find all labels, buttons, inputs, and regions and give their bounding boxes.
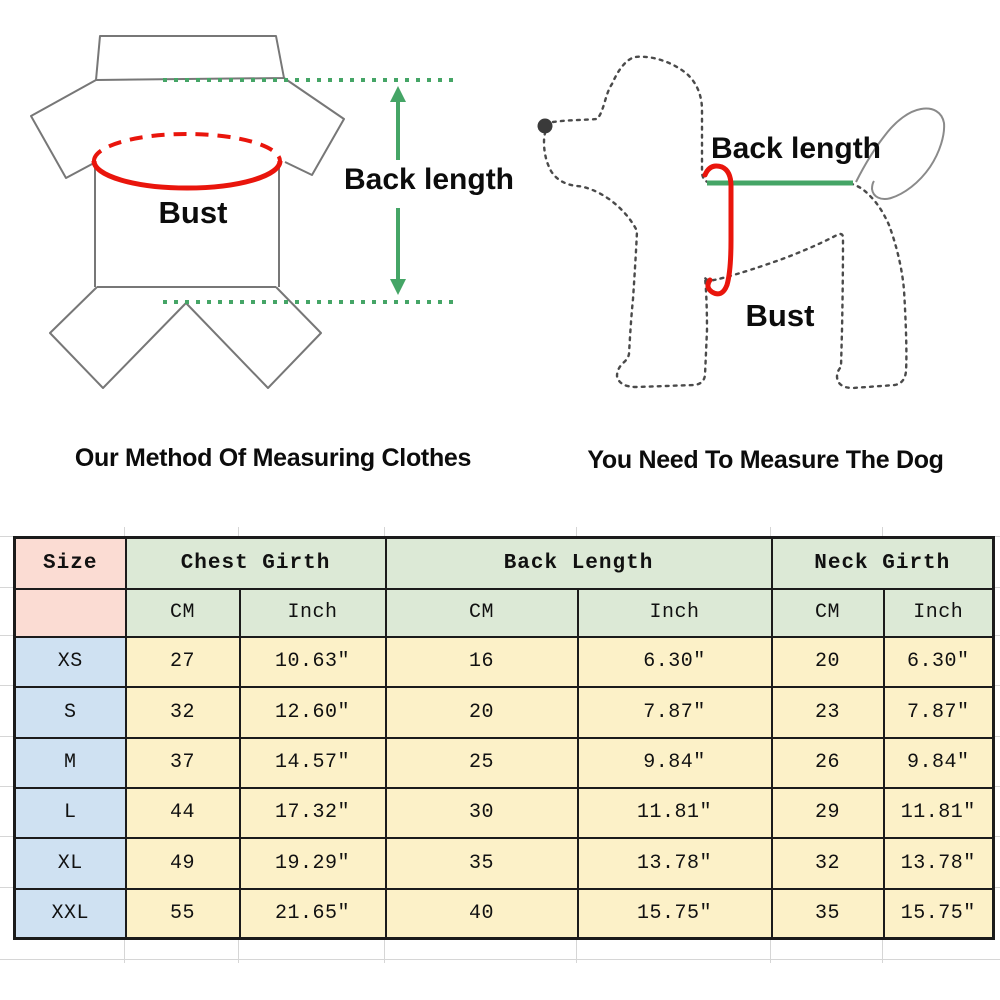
- neck-girth-header-cell: Neck Girth: [772, 538, 994, 589]
- dog-bust-label: Bust: [745, 298, 815, 333]
- grid-hline: [0, 959, 1000, 960]
- table-cell: 23: [772, 687, 884, 738]
- table-cell: 9.84″: [884, 738, 994, 788]
- table-cell: 7.87″: [578, 687, 772, 738]
- table-cell: 14.57″: [240, 738, 386, 788]
- unit-cell: CM: [126, 589, 240, 637]
- table-cell: 27: [126, 637, 240, 687]
- bust-ellipse: [94, 134, 280, 188]
- clothes-back-length-label: Back length: [343, 163, 515, 196]
- clothes-measuring-diagram: [0, 0, 520, 430]
- table-cell: 26: [772, 738, 884, 788]
- table-cell: 21.65″: [240, 889, 386, 939]
- arrowhead-down-icon: [390, 279, 406, 295]
- size-row-xs: [15, 637, 994, 687]
- size-row-s: [15, 687, 994, 738]
- dog-back-length-label: Back length: [710, 132, 882, 165]
- table-cell: 32: [126, 687, 240, 738]
- dog-measuring-diagram: [500, 0, 1000, 430]
- unit-cell: CM: [386, 589, 578, 637]
- unit-cell: Inch: [240, 589, 386, 637]
- dog-dotted-outline: [544, 57, 906, 388]
- table-cell: 17.32″: [240, 788, 386, 838]
- table-cell: 55: [126, 889, 240, 939]
- dog-nose-dot: [538, 119, 553, 134]
- dog-caption: You Need To Measure The Dog: [587, 446, 944, 474]
- unit-cell: Inch: [884, 589, 994, 637]
- corner-empty-cell: [15, 589, 126, 637]
- size-row-m: [15, 738, 994, 788]
- size-cell: M: [15, 738, 126, 788]
- table-cell: 44: [126, 788, 240, 838]
- table-cell: 13.78″: [884, 838, 994, 889]
- table-cell: 19.29″: [240, 838, 386, 889]
- table-cell: 20: [772, 637, 884, 687]
- arrowhead-up-icon: [390, 86, 406, 102]
- table-cell: 25: [386, 738, 578, 788]
- table-cell: 12.60″: [240, 687, 386, 738]
- size-row-xl: [15, 838, 994, 889]
- size-cell: S: [15, 687, 126, 738]
- table-cell: 7.87″: [884, 687, 994, 738]
- table-cell: 35: [772, 889, 884, 939]
- table-cell: 13.78″: [578, 838, 772, 889]
- header-group-row: [15, 538, 994, 589]
- unit-cell: Inch: [578, 589, 772, 637]
- clothes-bust-label: Bust: [158, 195, 228, 230]
- table-cell: 20: [386, 687, 578, 738]
- back-length-header-cell: Back Length: [386, 538, 772, 589]
- table-cell: 10.63″: [240, 637, 386, 687]
- table-cell: 40: [386, 889, 578, 939]
- table-cell: 29: [772, 788, 884, 838]
- table-cell: 37: [126, 738, 240, 788]
- table-cell: 15.75″: [884, 889, 994, 939]
- size-row-xxl: [15, 889, 994, 939]
- table-cell: 9.84″: [578, 738, 772, 788]
- size-cell: L: [15, 788, 126, 838]
- size-cell: XS: [15, 637, 126, 687]
- clothes-caption: Our Method Of Measuring Clothes: [74, 444, 472, 472]
- table-cell: 15.75″: [578, 889, 772, 939]
- header-units-row: [15, 589, 994, 637]
- table-cell: 32: [772, 838, 884, 889]
- table-cell: 6.30″: [884, 637, 994, 687]
- unit-cell: CM: [772, 589, 884, 637]
- table-cell: 30: [386, 788, 578, 838]
- table-cell: 11.81″: [578, 788, 772, 838]
- size-cell: XXL: [15, 889, 126, 939]
- size-chart-table: [13, 536, 995, 940]
- size-header-cell: Size: [15, 538, 126, 589]
- size-row-l: [15, 788, 994, 838]
- table-cell: 35: [386, 838, 578, 889]
- chest-girth-header-cell: Chest Girth: [126, 538, 386, 589]
- size-cell: XL: [15, 838, 126, 889]
- table-cell: 49: [126, 838, 240, 889]
- table-cell: 6.30″: [578, 637, 772, 687]
- table-cell: 11.81″: [884, 788, 994, 838]
- table-cell: 16: [386, 637, 578, 687]
